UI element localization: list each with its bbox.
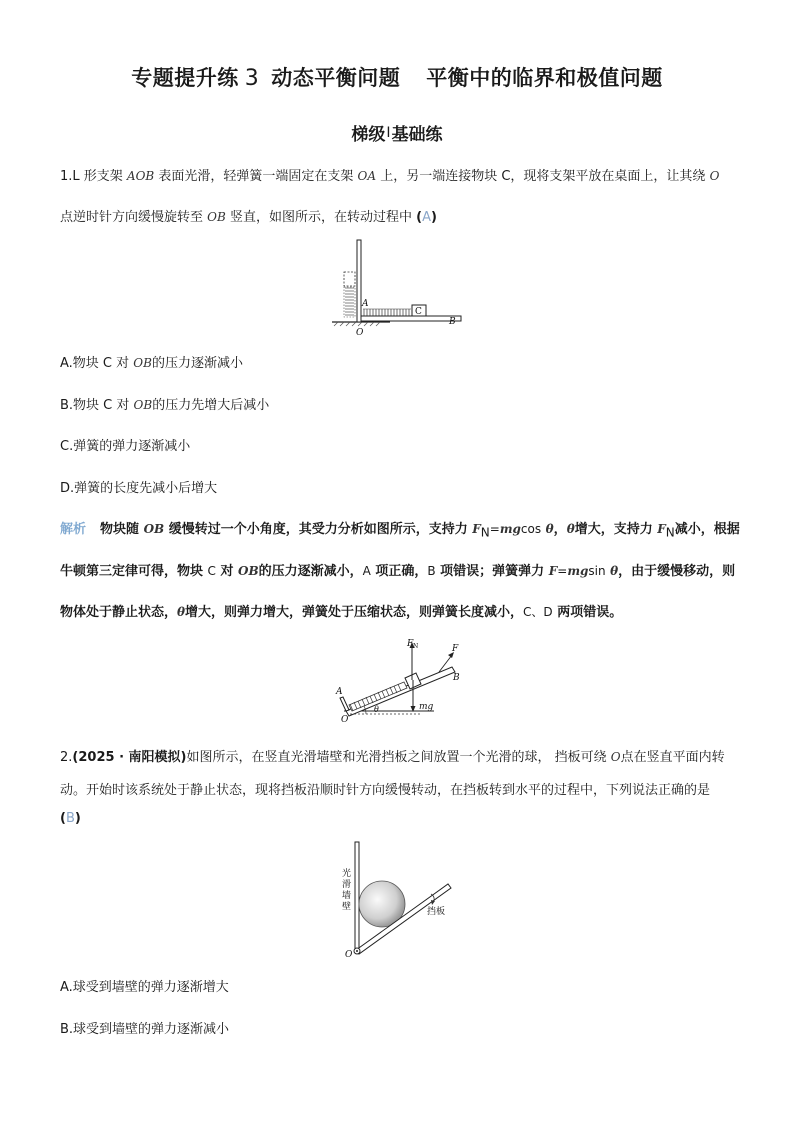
text: ， — [553, 522, 567, 537]
text: 两项错误。 — [557, 605, 623, 620]
text: 上，另一端连接物块 C，现将支架平放在桌面上，让其绕 — [380, 169, 706, 184]
analysis-fig-label-mg: mg — [419, 702, 434, 712]
q1-stem-line-1 — [60, 165, 719, 184]
paren: ) — [74, 811, 81, 826]
q2-option-a[interactable] — [60, 976, 229, 995]
var-theta: θ — [566, 522, 575, 536]
text: 如图所示，在竖直光滑墙壁和光滑挡板之间放置一个光滑的球， 挡板可绕 — [186, 750, 607, 765]
q2-fig-board-label: 挡板 — [427, 907, 446, 917]
option-text: D.弹簧的长度先减小后增大 — [60, 481, 218, 496]
q2-answer-line — [60, 811, 81, 826]
option-text: A.物块 C 对 — [60, 356, 130, 371]
text: = — [557, 564, 568, 578]
option-text: A.球受到墙壁的弹力逐渐增大 — [60, 980, 229, 995]
q1-option-d[interactable] — [60, 477, 217, 496]
text: 减小，根据 — [674, 522, 740, 537]
q2-option-b[interactable] — [60, 1018, 229, 1037]
text: 对 — [220, 564, 234, 579]
q1-option-c[interactable] — [60, 435, 190, 454]
text: C、D — [523, 605, 553, 619]
text: 点逆时针方向缓慢旋转至 — [60, 210, 204, 225]
text: 增大，则弹力增大，弹簧处于压缩状态，则弹簧长度减小， — [185, 605, 524, 620]
text: 1.L 形支架 — [60, 169, 123, 184]
text: C — [207, 564, 216, 578]
var-f: F — [548, 564, 558, 578]
text: 项错误；弹簧弹力 — [440, 564, 545, 579]
var-theta: θ — [610, 564, 619, 578]
paren: ( — [72, 750, 79, 765]
q2-fig-wall-char: 壁 — [342, 902, 352, 912]
q2-fig-wall-char: 墙 — [342, 891, 352, 901]
q1-fig-label-a: A — [362, 299, 369, 309]
q1-option-a[interactable] — [60, 352, 243, 371]
q2-figure — [338, 840, 458, 960]
paren: ) — [180, 750, 187, 765]
option-text: 的压力逐渐减小 — [151, 356, 243, 371]
analysis-fig-label-a: A — [336, 687, 343, 697]
text: 竖直，如图所示，在转动过程中 — [229, 210, 412, 225]
heading-part: 梯级 — [351, 125, 386, 145]
text: 物体处于静止状态， — [60, 605, 178, 620]
q2-fig-wall-char: 光 — [342, 869, 352, 879]
var-o: O — [610, 750, 621, 764]
text: 增大，支持力 — [574, 522, 653, 537]
title-part: 专题提升练 — [131, 66, 239, 90]
var-theta: θ — [177, 605, 186, 619]
q1-stem-line-2 — [60, 206, 437, 225]
q2-fig-label-o: O — [345, 950, 353, 960]
heading-sep: Ⅰ — [386, 125, 391, 141]
q1-fig-label-b: B — [449, 317, 456, 327]
text: A — [362, 564, 371, 578]
q1-answer: A — [422, 210, 431, 225]
text: 2. — [60, 750, 73, 765]
text: 项正确， — [375, 564, 428, 579]
heading-part: 基础练 — [391, 125, 443, 145]
text: 动。开始时该系统处于静止状态，现将挡板沿顺时针方向缓慢转动，在挡板转到水平的过程中，下列说法正确的是 — [60, 783, 711, 798]
subscript-n: N — [665, 525, 675, 540]
title-part: 平衡中的临界和极值问题 — [426, 66, 663, 90]
var-f: F — [472, 522, 481, 536]
q2-stem-line-1 — [60, 746, 725, 765]
text: sin — [588, 564, 606, 578]
var-ob: OB — [143, 522, 165, 536]
var-ob: OB — [207, 210, 226, 224]
var-mg: mg — [499, 522, 521, 536]
analysis-label: 解析 — [60, 522, 87, 537]
var-f: F — [657, 522, 666, 536]
analysis-line-1 — [60, 518, 740, 540]
text: 物块随 — [100, 522, 140, 537]
text: cos — [520, 522, 542, 536]
analysis-fig-label-fn: F — [407, 639, 414, 649]
analysis-line-2 — [60, 560, 735, 579]
q2-stem-line-2 — [60, 779, 710, 798]
subscript-n: N — [480, 525, 490, 540]
analysis-fig-label-b: B — [453, 673, 460, 683]
var-ob: OB — [133, 398, 153, 412]
q2-answer: B — [65, 811, 75, 826]
section-heading — [0, 120, 794, 145]
text: 点在竖直平面内转 — [620, 750, 725, 765]
text: ，由于缓慢移动，则 — [618, 564, 736, 579]
text: 的压力逐渐减小， — [258, 564, 363, 579]
var-o: O — [709, 169, 720, 183]
paren: ( — [60, 811, 66, 826]
option-text: 的压力先增大后减小 — [152, 398, 270, 413]
var-ob: OB — [133, 356, 152, 370]
text: 牛顿第三定律可得，物块 — [60, 564, 204, 579]
option-text: B.物块 C 对 — [60, 398, 130, 413]
title-part: 动态平衡问题 — [271, 66, 401, 90]
paren: ( — [416, 210, 423, 225]
analysis-line-3 — [60, 601, 622, 620]
var-oa: OA — [357, 169, 377, 183]
var-theta: θ — [545, 522, 554, 536]
q1-figure — [330, 236, 470, 340]
option-text: C.弹簧的弹力逐渐减小 — [60, 439, 191, 454]
var-aob: AOB — [126, 169, 155, 183]
q1-fig-label-c: C — [415, 307, 422, 317]
analysis-fig-label-n: N — [413, 643, 419, 650]
analysis-fig-label-theta: θ — [374, 705, 379, 714]
text: 缓慢转过一个小角度，其受力分析如图所示，支持力 — [168, 522, 468, 537]
text: 表面光滑，轻弹簧一端固定在支架 — [158, 169, 354, 184]
option-text: B.球受到墙壁的弹力逐渐减小 — [60, 1022, 230, 1037]
q1-option-b[interactable] — [60, 394, 269, 413]
q2-source: 2025 · 南阳模拟 — [78, 750, 181, 765]
text: B — [427, 564, 436, 578]
var-mg: mg — [567, 564, 589, 578]
analysis-fig-label-o: O — [341, 715, 349, 724]
page-title — [0, 62, 794, 92]
q1-fig-label-o: O — [356, 328, 364, 338]
analysis-figure — [334, 632, 484, 724]
q2-fig-wall-char: 滑 — [342, 880, 352, 890]
var-ob: OB — [238, 564, 259, 578]
title-number: 3 — [244, 66, 260, 91]
text: = — [489, 522, 500, 536]
paren: ) — [430, 210, 437, 225]
analysis-fig-label-f: F — [452, 644, 459, 654]
